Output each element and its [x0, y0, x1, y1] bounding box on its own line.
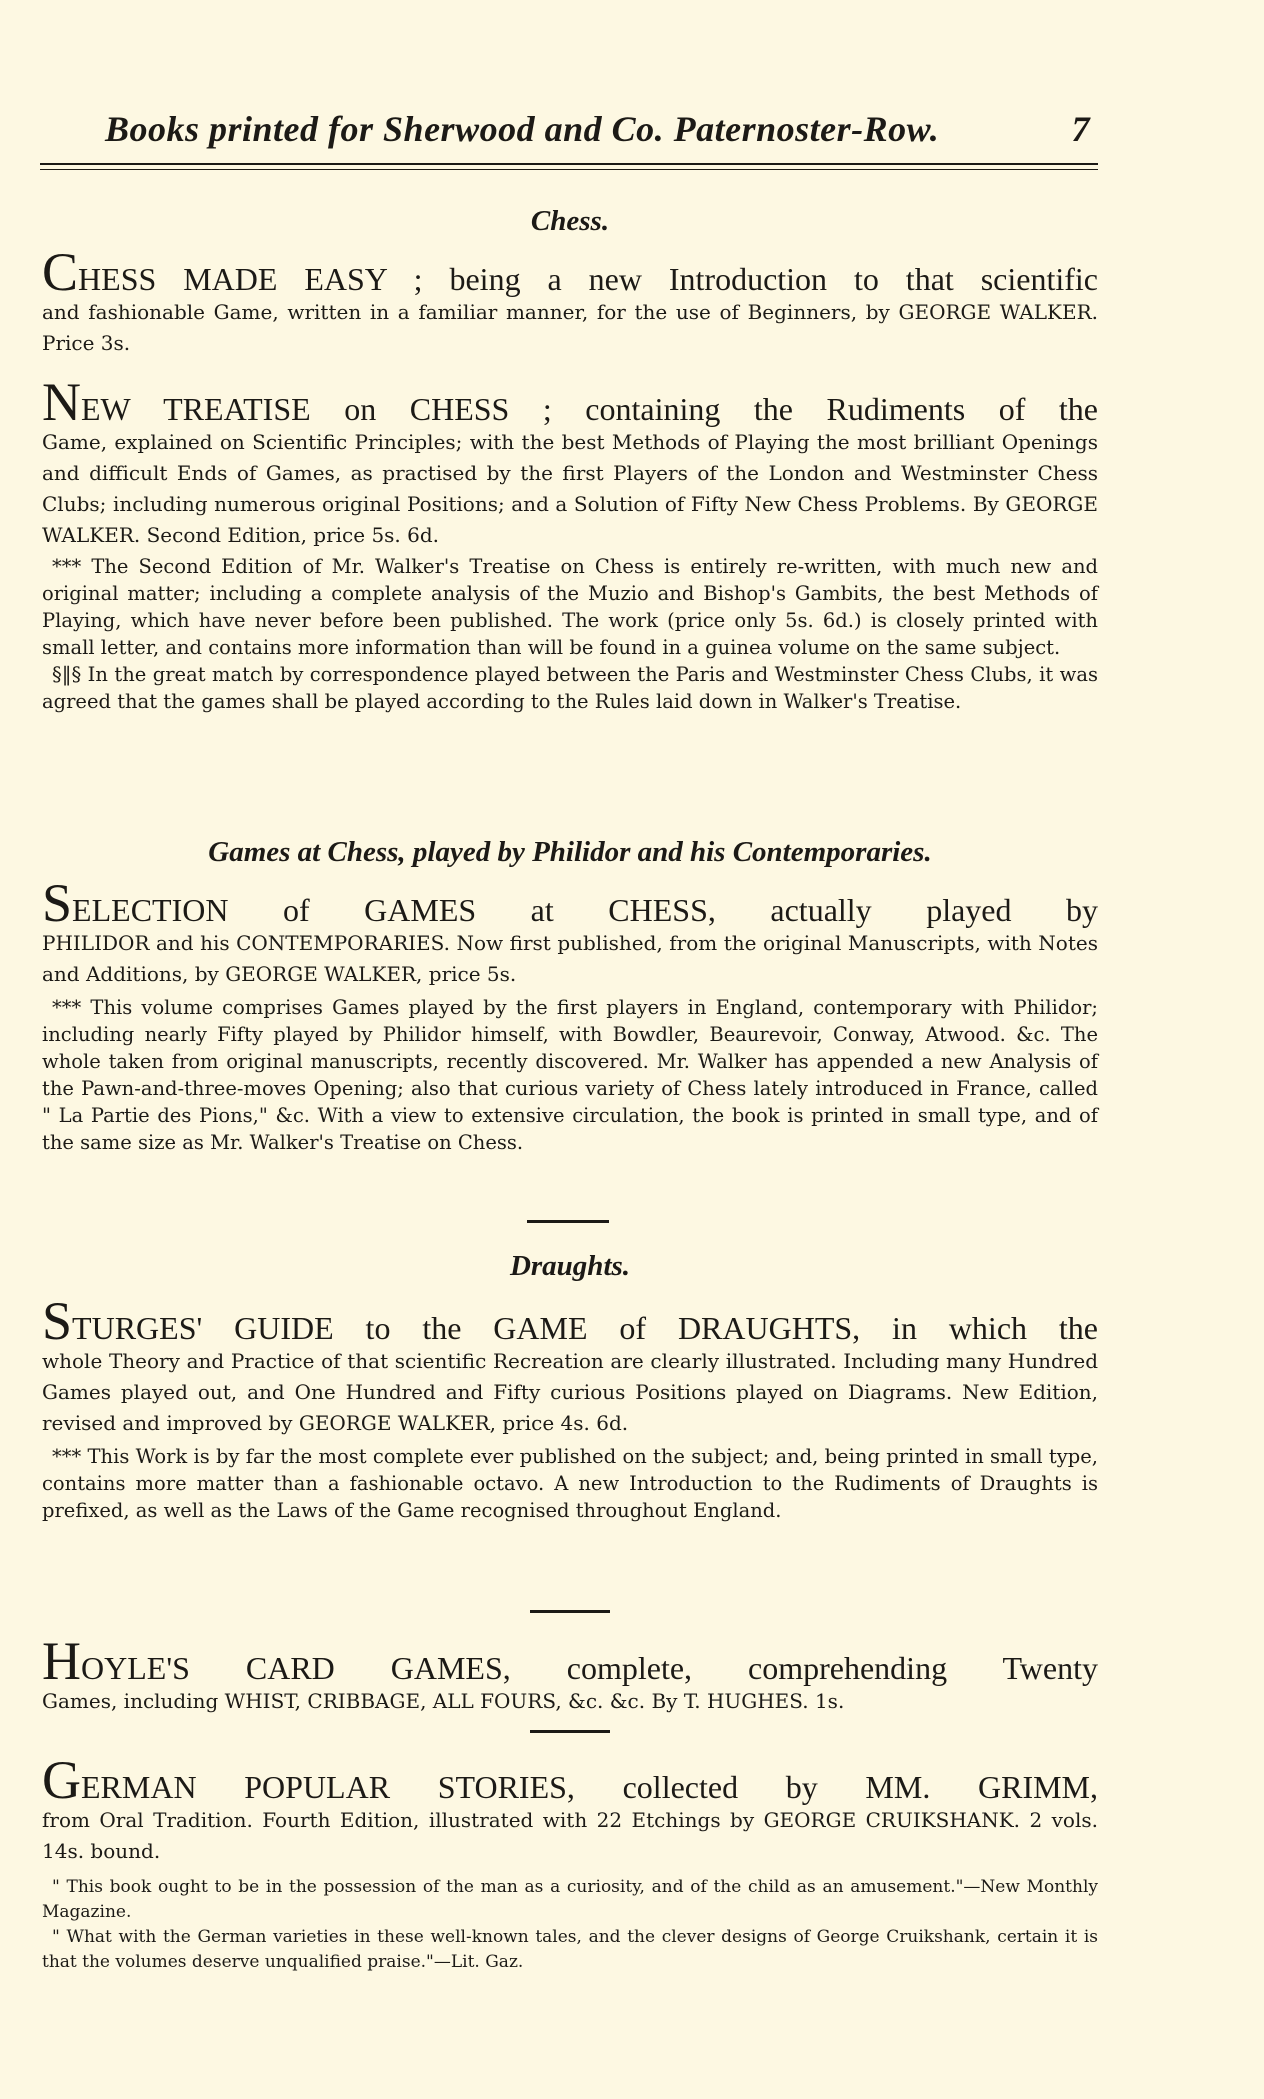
page-number: 7	[1071, 109, 1090, 149]
entry-hoyle	[42, 1631, 1098, 1717]
entry-heading: NEW TREATISE on CHESS ; containing the Rudiments of the	[42, 372, 1098, 432]
entry-heading: GERMAN POPULAR STORIES, collected by MM. GRIMM,	[42, 1750, 1098, 1810]
entry-body: Games, including WHIST, CRIBBAGE, ALL FOURS, &c. &c. By T. HUGHES. 1s.	[42, 1689, 845, 1713]
entry-body: Game, explained on Scientific Principles; with the best Methods of Playing the most brilliant Openings and difficult Ends of Games, as practised by the first Players of the London and Westminster Chess Clubs; including numerous original Positions; and a Solution of Fifty New Chess Problems. By GEORGE WALKER. Second Edition, price 5s. 6d.	[42, 430, 1098, 547]
editorial-note: *** The Second Edition of Mr. Walker's Treatise on Chess is entirely re-written, with much new and original matter; including a complete analysis of the Muzio and Bishop's Gambits, the best Methods of Playing, which have never before been published. The work (price only 5s. 6d.) is closely printed with small letter, and contains more information than will be found in a guinea volume on the same subject.	[42, 555, 1098, 659]
header-double-rule	[40, 163, 1098, 170]
entry-new-treatise	[42, 372, 1098, 715]
drop-initial: S	[42, 1291, 73, 1351]
entry-heading: CHESS MADE EASY ; being a new Introduction to that scientific	[42, 242, 1098, 302]
drop-initial: S	[42, 873, 73, 933]
section-divider	[530, 1730, 610, 1733]
entry-body: PHILIDOR and his CONTEMPORARIES. Now first published, from the original Manuscripts, with Notes and Additions, by GEORGE WALKER, price 5s.	[42, 931, 1098, 986]
section-heading-draughts: Draughts.	[509, 1250, 631, 1282]
entry-heading: SELECTION of GAMES at CHESS, actually played by	[42, 873, 1098, 933]
running-head	[105, 108, 1090, 150]
drop-initial: N	[42, 372, 81, 432]
entry-chess-made-easy	[42, 242, 1098, 359]
section-heading-chess: Chess.	[530, 205, 610, 237]
editorial-note: *** This volume comprises Games played by the first players in England, contemporary with Philidor; including nearly Fifty played by Philidor himself, with Bowdler, Beaurevoir, Conway, Atwood. &c. The whole taken from original manuscripts, recently discovered. Mr. Walker has appended a new Analysis of the Pawn-and-three-moves Opening; also that curious variety of Chess lately introduced in France, called " La Partie des Pions," &c. With a view to extensive circulation, the book is printed in small type, and of the same size as Mr. Walker's Treatise on Chess.	[42, 996, 1098, 1154]
section-divider	[527, 1220, 609, 1223]
entry-heading: STURGES' GUIDE to the GAME of DRAUGHTS, in which the	[42, 1291, 1098, 1351]
section-heading-philidor: Games at Chess, played by Philidor and his Contemporaries.	[208, 836, 932, 868]
drop-initial: G	[42, 1750, 81, 1810]
review-quote: " What with the German varieties in these well-known tales, and the clever designs of George Cruikshank, certain it is that the volumes deserve unqualified praise."—Lit. Gaz.	[42, 1927, 1098, 1972]
entry-body: whole Theory and Practice of that scientific Recreation are clearly illustrated. Including many Hundred Games played out, and One Hundred and Fifty curious Positions played on Diagrams. New Edition, revised and improved by GEORGE WALKER, price 4s. 6d.	[42, 1349, 1098, 1435]
entry-sturges-guide	[42, 1291, 1098, 1524]
drop-initial: C	[42, 242, 79, 302]
review-quote: " This book ought to be in the possession of the man as a curiosity, and of the child as an amusement."—New Monthly Magazine.	[42, 1877, 1098, 1922]
section-draughts	[42, 1250, 1098, 1283]
entry-heading: HOYLE'S CARD GAMES, complete, comprehending Twenty	[42, 1631, 1098, 1691]
drop-initial: H	[42, 1631, 81, 1691]
editorial-note: *** This Work is by far the most complete ever published on the subject; and, being printed in small type, contains more matter than a fashionable octavo. A new Introduction to the Rudiments of Draughts is prefixed, as well as the Laws of the Game recognised throughout England.	[42, 1445, 1098, 1522]
entry-body: from Oral Tradition. Fourth Edition, illustrated with 22 Etchings by GEORGE CRUIKSHANK. 2 vols. 14s. bound.	[42, 1808, 1098, 1863]
entry-grimm	[42, 1750, 1098, 1975]
section-chess	[42, 205, 1098, 238]
running-head-title: Books printed for Sherwood and Co. Paternoster-Row.	[105, 109, 940, 149]
section-philidor	[42, 836, 1098, 869]
entry-selection-of-games	[42, 873, 1098, 1156]
section-divider	[530, 1610, 610, 1613]
entry-body: and fashionable Game, written in a familiar manner, for the use of Beginners, by GEORGE WALKER. Price 3s.	[42, 300, 1098, 355]
editorial-note-match: §‖§ In the great match by correspondence played between the Paris and Westminster Chess Clubs, it was agreed that the games shall be played according to the Rules laid down in Walker's Treatise.	[42, 663, 1098, 713]
